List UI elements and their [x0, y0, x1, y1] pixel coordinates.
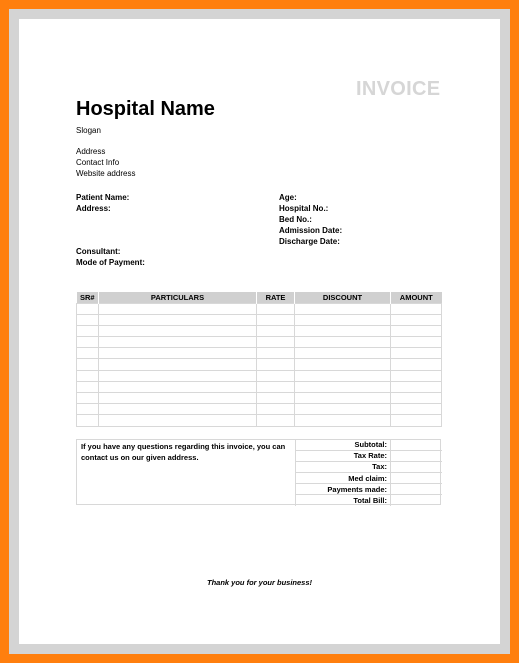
particulars-cell[interactable]	[99, 404, 257, 415]
med-claim-value[interactable]	[391, 473, 442, 484]
amount-cell[interactable]	[391, 348, 442, 359]
tax-rate-label: Tax Rate:	[296, 450, 391, 461]
table-row	[77, 381, 442, 392]
discount-cell[interactable]	[295, 337, 391, 348]
contact-info-text: Contact Info	[76, 158, 120, 167]
subtotal-value[interactable]	[391, 439, 442, 450]
table-row	[77, 303, 442, 314]
table-row	[77, 337, 442, 348]
address-text: Address	[76, 147, 106, 156]
sr-cell[interactable]	[77, 337, 99, 348]
table-row	[77, 314, 442, 325]
sr-cell[interactable]	[77, 325, 99, 336]
payment-mode-label: Mode of Payment:	[76, 258, 145, 267]
header-particulars: PARTICULARS	[99, 292, 257, 303]
patient-info-right	[279, 192, 342, 247]
particulars-cell[interactable]	[99, 370, 257, 381]
header-discount: DISCOUNT	[295, 292, 391, 303]
particulars-cell[interactable]	[99, 393, 257, 404]
total-bill-label: Total Bill:	[296, 495, 391, 506]
amount-cell[interactable]	[391, 314, 442, 325]
slogan: Slogan	[76, 126, 101, 135]
particulars-cell[interactable]	[99, 381, 257, 392]
tax-value[interactable]	[391, 461, 442, 472]
thank-you-note: Thank you for your business!	[206, 578, 312, 587]
amount-cell[interactable]	[391, 325, 442, 336]
rate-cell[interactable]	[257, 381, 295, 392]
sr-cell[interactable]	[77, 303, 99, 314]
amount-cell[interactable]	[391, 303, 442, 314]
particulars-cell[interactable]	[99, 303, 257, 314]
totals-row	[296, 439, 442, 450]
discharge-date-label: Discharge Date:	[279, 237, 340, 246]
rate-cell[interactable]	[257, 359, 295, 370]
amount-cell[interactable]	[391, 337, 442, 348]
totals-table	[295, 439, 442, 506]
table-header-row	[77, 292, 442, 303]
rate-cell[interactable]	[257, 314, 295, 325]
table-row	[77, 404, 442, 415]
particulars-cell[interactable]	[99, 348, 257, 359]
payments-made-value[interactable]	[391, 484, 442, 495]
amount-cell[interactable]	[391, 381, 442, 392]
amount-cell[interactable]	[391, 415, 442, 426]
amount-cell[interactable]	[391, 393, 442, 404]
patient-address-label: Address:	[76, 204, 111, 213]
particulars-cell[interactable]	[99, 415, 257, 426]
total-bill-value[interactable]	[391, 495, 442, 506]
med-claim-label: Med claim:	[296, 473, 391, 484]
totals-row	[296, 473, 442, 484]
particulars-cell[interactable]	[99, 325, 257, 336]
particulars-cell[interactable]	[99, 314, 257, 325]
discount-cell[interactable]	[295, 370, 391, 381]
invoice-footer-box	[76, 439, 441, 505]
discount-cell[interactable]	[295, 359, 391, 370]
invoice-title: INVOICE	[356, 78, 441, 100]
table-row	[77, 325, 442, 336]
discount-cell[interactable]	[295, 415, 391, 426]
hospital-no-label: Hospital No.:	[279, 204, 329, 213]
consultant-block	[76, 246, 145, 268]
sr-cell[interactable]	[77, 359, 99, 370]
discount-cell[interactable]	[295, 314, 391, 325]
sr-cell[interactable]	[77, 314, 99, 325]
patient-name-label: Patient Name:	[76, 193, 130, 202]
amount-cell[interactable]	[391, 359, 442, 370]
table-row	[77, 348, 442, 359]
amount-cell[interactable]	[391, 404, 442, 415]
rate-cell[interactable]	[257, 325, 295, 336]
subtotal-label: Subtotal:	[296, 439, 391, 450]
rate-cell[interactable]	[257, 303, 295, 314]
items-table	[76, 292, 442, 427]
patient-info-left	[76, 192, 129, 214]
rate-cell[interactable]	[257, 415, 295, 426]
totals-row	[296, 461, 442, 472]
discount-cell[interactable]	[295, 404, 391, 415]
payments-made-label: Payments made:	[296, 484, 391, 495]
rate-cell[interactable]	[257, 337, 295, 348]
rate-cell[interactable]	[257, 404, 295, 415]
sr-cell[interactable]	[77, 370, 99, 381]
age-label: Age:	[279, 193, 297, 202]
consultant-label: Consultant:	[76, 247, 121, 256]
totals-row	[296, 450, 442, 461]
table-row	[77, 393, 442, 404]
discount-cell[interactable]	[295, 348, 391, 359]
questions-note: If you have any questions regarding this invoice, you can contact us on our given address.	[81, 442, 286, 462]
totals-row	[296, 484, 442, 495]
particulars-cell[interactable]	[99, 359, 257, 370]
table-row	[77, 370, 442, 381]
discount-cell[interactable]	[295, 325, 391, 336]
amount-cell[interactable]	[391, 370, 442, 381]
website-text: Website address	[76, 169, 136, 178]
discount-cell[interactable]	[295, 303, 391, 314]
header-rate: RATE	[257, 292, 295, 303]
rate-cell[interactable]	[257, 393, 295, 404]
table-row	[77, 415, 442, 426]
discount-cell[interactable]	[295, 393, 391, 404]
header-amount: AMOUNT	[391, 292, 442, 303]
hospital-name: Hospital Name	[76, 98, 215, 120]
sr-cell[interactable]	[77, 348, 99, 359]
items-body	[77, 303, 442, 426]
admission-date-label: Admission Date:	[279, 226, 343, 235]
table-row	[77, 359, 442, 370]
header-sr: SR#	[77, 292, 99, 303]
particulars-cell[interactable]	[99, 337, 257, 348]
tax-label: Tax:	[296, 461, 391, 472]
tax-rate-value[interactable]	[391, 450, 442, 461]
rate-cell[interactable]	[257, 370, 295, 381]
contact-block	[76, 146, 135, 179]
sr-cell[interactable]	[77, 415, 99, 426]
discount-cell[interactable]	[295, 381, 391, 392]
bed-no-label: Bed No.:	[279, 215, 312, 224]
sr-cell[interactable]	[77, 404, 99, 415]
sr-cell[interactable]	[77, 381, 99, 392]
sr-cell[interactable]	[77, 393, 99, 404]
totals-row	[296, 495, 442, 506]
rate-cell[interactable]	[257, 348, 295, 359]
